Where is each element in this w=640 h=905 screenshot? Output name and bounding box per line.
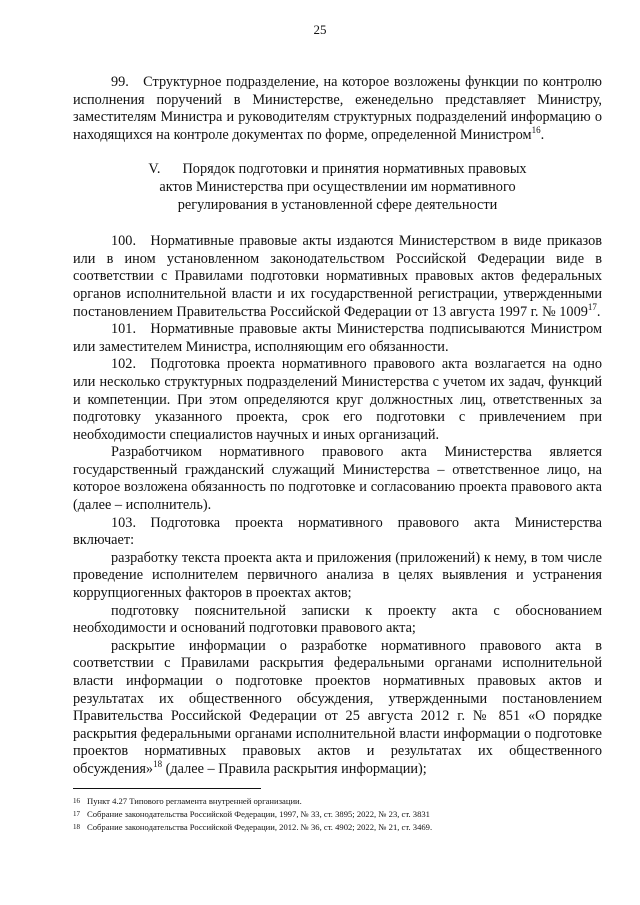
document-body	[73, 74, 602, 779]
paragraph-103-item-disclosure: раскрытие информации о разработке нормативного правового акта в соответствии с Правилами раскрытия федеральными органами исполнительной власти информации о подготовке проектов нормативных правовых актов и результатах их общественного обсуждения, утвержденными постановлением Правительства Российской Федерации от 25 августа 2012 г. № 851 «О порядке раскрытия федеральными органами исполнительной власти информации о подготовке проектов нормативных правовых актов и результатах их общественного обсуждения»$^{18}$ (далее – Правила раскрытия информации);	[73, 637, 602, 777]
paragraph-103-item-text: разработку текста проекта акта и приложения (приложений) к нему, в том числе проведение исполнителем первичного анализа в целях выявления и устранения коррупциогенных факторов в проектах актов;	[73, 549, 602, 602]
paragraph-102: 102. Подготовка проекта нормативного правового акта возлагается на одно или несколько структурных подразделений Министерства с учетом их задач, функций и компетенции. При этом определяются круг должностных лиц, ответственных за подготовку указанного проекта, срок его подготовки с привлечением при необходимости специалистов научных и иных организаций.	[73, 356, 602, 443]
paragraph-100: 100. Нормативные правовые акты издаются Министерством в виде приказов или в ином установленном законодательством Российской Федерации виде в соответствии с Правилами подготовки нормативных правовых актов федеральных органов исполнительной власти и их государственной регистрации, утвержденными постановлением Правительства Российской Федерации от 13 августа 1997 г. № 1009$^{17}$.	[73, 233, 602, 320]
section-heading	[73, 161, 602, 214]
paragraph-103: 103. Подготовка проекта нормативного правового акта Министерства включает:	[73, 514, 602, 549]
section-title-line-3: регулирования в установленной сфере деятельности	[177, 196, 498, 213]
section-title-line-1: V. Порядок подготовки и принятия нормативных правовых	[148, 161, 527, 178]
footnote-divider	[73, 788, 261, 789]
footnote-17: 17 Собрание законодательства Российской Федерации, 1997, № 33, ст. 3895; 2022, № 23, ст. 3831	[73, 809, 430, 820]
page-number: 25	[313, 22, 327, 37]
section-title-line-2: актов Министерства при осуществлении им нормативного	[159, 178, 516, 195]
paragraph-101: 101. Нормативные правовые акты Министерства подписываются Министром или заместителем Министра, исполняющим его обязанности.	[73, 321, 602, 355]
paragraph-103-item-note: подготовку пояснительной записки к проекту акта с обоснованием необходимости и оснований подготовки правового акта;	[73, 602, 602, 637]
footnote-16: 16 Пункт 4.27 Типового регламента внутренней организации.	[73, 796, 302, 806]
section-number: V.	[148, 161, 161, 178]
paragraph-99: 99. Структурное подразделение, на которое возложены функции по контролю исполнения поручений в Министерстве, еженедельно представляет Министру, заместителям Министра и руководителям структурных подразделений информацию о находящихся на контроле документах по форме, определенной Министром$^{16}$.	[73, 74, 602, 143]
footnote-18: 18 Собрание законодательства Российской Федерации, 2012. № 36, ст. 4902; 2022, № 21, ст. 3469.	[73, 822, 433, 833]
footnotes	[73, 788, 602, 835]
paragraph-102-developer: Разработчиком нормативного правового акта Министерства является государственный гражданский служащий Министерства – ответственное лицо, на которое возложена обязанность по подготовке и согласованию проекта правового акта (далее – исполнитель).	[73, 444, 602, 514]
